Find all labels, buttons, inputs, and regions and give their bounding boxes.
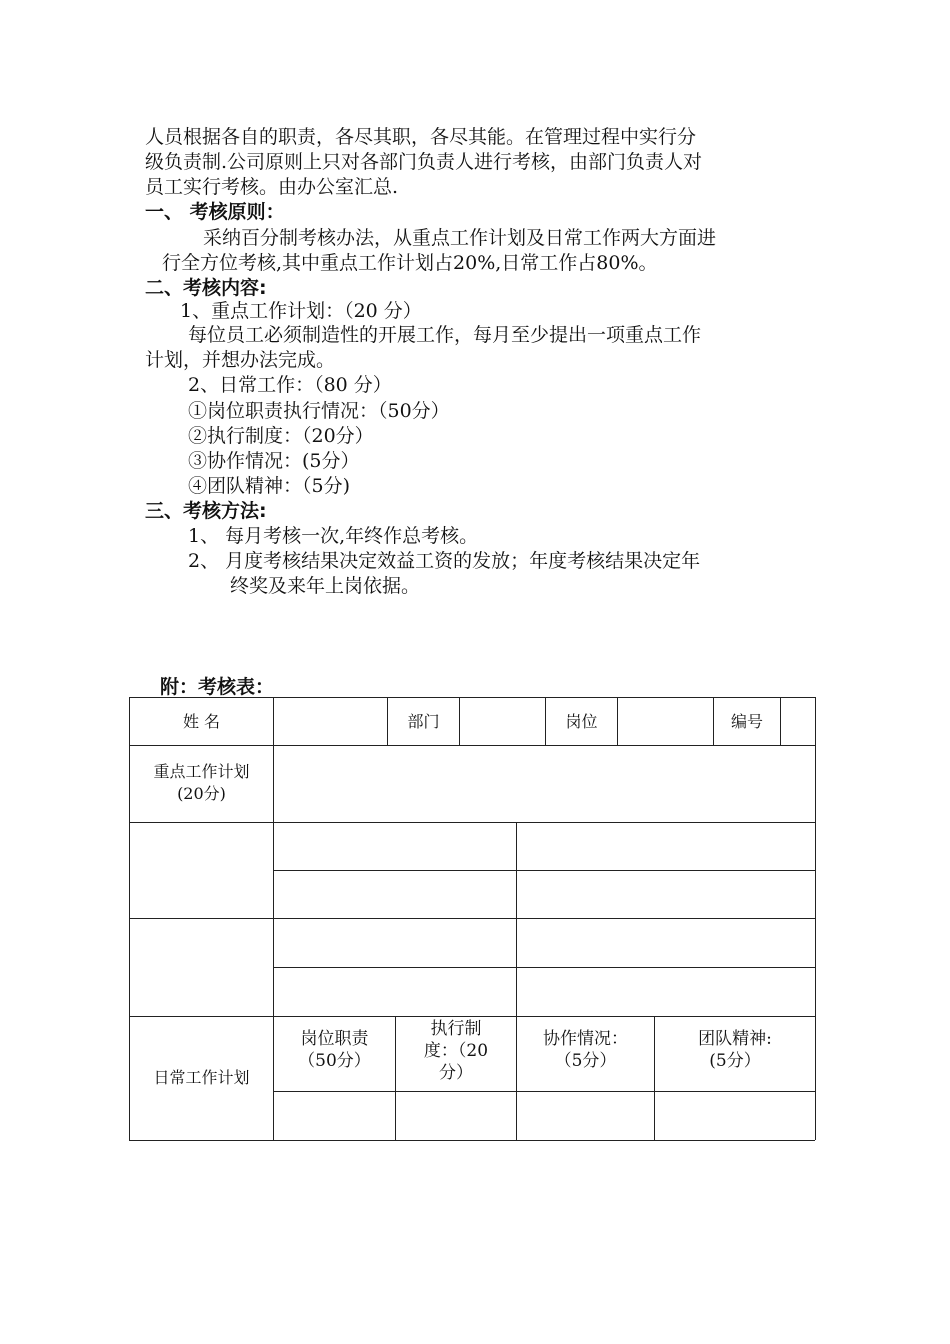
section1-line-2: 行全方位考核,其中重点工作计划占20%,日常工作占80%。 — [162, 252, 658, 274]
dept-label: 部门 — [407, 711, 440, 731]
section3-heading: 三、考核方法: — [145, 500, 267, 522]
section2-item1-desc-1: 每位员工必须制造性的开展工作，每月至少提出一项重点工作 — [188, 324, 702, 346]
col-rules: 执行制 度：（20 分） — [423, 1019, 489, 1083]
section2-item1-desc-2: 计划，并想办法完成。 — [145, 349, 336, 371]
section1-heading: 一、 考核原则： — [145, 201, 285, 223]
col-post-duty: 岗位职责 （50分） — [298, 1029, 371, 1071]
section2-subitem-2: ②执行制度：（20分） — [188, 425, 374, 447]
table-title: 附：考核表： — [160, 676, 275, 698]
section2-subitem-1: ①岗位职责执行情况：（50分） — [188, 400, 450, 422]
section3-item-2: 2、 月度考核结果决定效益工资的发放；年度考核结果决定年 — [188, 550, 701, 572]
col-team-spirit: 团队精神: (5分） — [698, 1029, 772, 1071]
body-line-1: 人员根据各自的职责，各尽其职，各尽其能。在管理过程中实行分 — [145, 126, 697, 148]
col-cooperation: 协作情况： （5分） — [543, 1029, 628, 1071]
body-line-3: 员工实行考核。由办公室汇总. — [145, 176, 399, 198]
name-label: 姓 名 — [182, 711, 221, 731]
section2-item2: 2、日常工作：（80 分） — [188, 374, 392, 396]
key-plan-label: 重点工作计划 (20分) — [153, 762, 250, 803]
section2-subitem-3: ③协作情况：(5分） — [188, 450, 360, 472]
daily-plan-label: 日常工作计划 — [153, 1068, 250, 1087]
section2-item1: 1、重点工作计划：（20 分） — [180, 300, 422, 322]
body-line-2: 级负责制.公司原则上只对各部门负责人进行考核，由部门负责人对 — [145, 151, 703, 173]
number-label: 编号 — [730, 711, 763, 731]
section1-line-1: 采纳百分制考核办法，从重点工作计划及日常工作两大方面进 — [203, 227, 717, 249]
section2-heading: 二、考核内容: — [145, 277, 267, 299]
section3-item-1: 1、 每月考核一次,年终作总考核。 — [188, 525, 479, 547]
section2-subitem-4: ④团队精神：（5分) — [188, 475, 351, 497]
section3-item-2-cont: 终奖及来年上岗依据。 — [230, 575, 421, 597]
post-label: 岗位 — [565, 711, 598, 731]
